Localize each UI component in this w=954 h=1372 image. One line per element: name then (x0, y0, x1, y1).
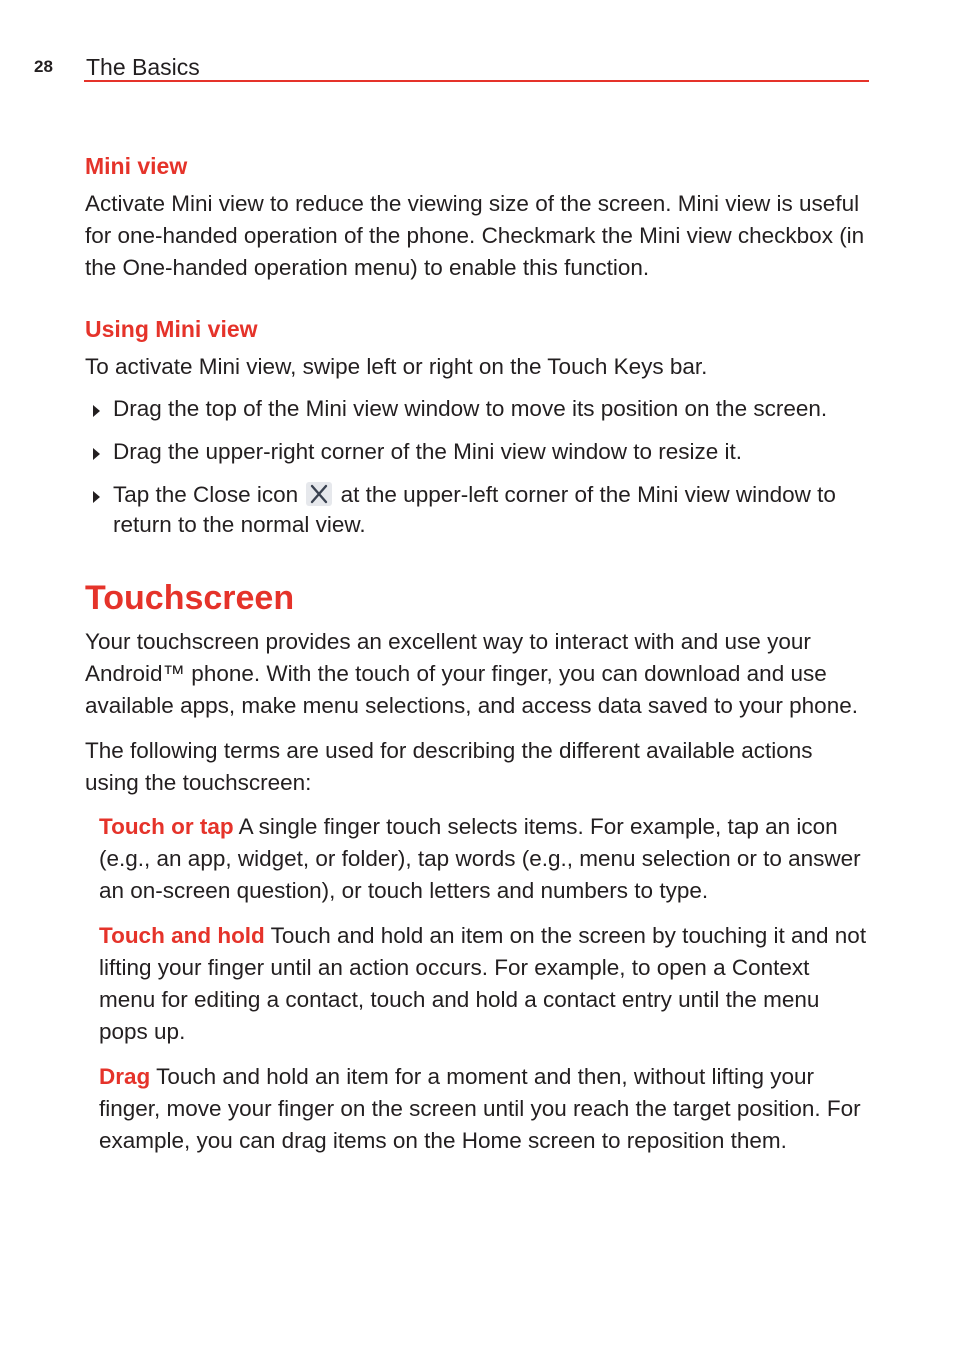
using-mini-view-list (85, 394, 870, 540)
bullet-arrow-icon (93, 491, 100, 503)
list-item (85, 437, 870, 467)
list-item-text: Drag the top of the Mini view window to move its position on the screen. (113, 396, 828, 421)
term-name: Touch or tap (99, 814, 234, 839)
term-description: Touch and hold an item on the screen by touching it and not lifting your finger until an action occurs. For example, to open a Context menu for editing a contact, touch and hold a contact entry until the menu pops up. (99, 923, 867, 1044)
list-item-text: Tap the Close icon (113, 482, 299, 507)
close-icon (306, 482, 332, 506)
touchscreen-terms-intro: The following terms are used for describing the different available actions using the touchscreen: (85, 738, 813, 795)
bullet-arrow-icon (93, 405, 100, 417)
mini-view-heading: Mini view (85, 153, 188, 179)
touchscreen-intro: Your touchscreen provides an excellent way to interact with and use your Android™ phone. With the touch of your finger, you can download and use available apps, make menu selections, and access data saved to your phone. (85, 629, 858, 718)
touchscreen-heading: Touchscreen (85, 579, 295, 617)
list-item (85, 480, 870, 540)
term-name: Drag (99, 1064, 151, 1089)
list-item-text: at the upper-left corner of the Mini view window to return to the normal view. (113, 482, 836, 537)
using-mini-view-heading: Using Mini view (85, 316, 258, 342)
term-entry (99, 811, 870, 907)
list-item (85, 394, 870, 424)
mini-view-paragraph: Activate Mini view to reduce the viewing size of the screen. Mini view is useful for one-handed operation of the phone. Checkmark the Mini view checkbox (in the One-handed operation menu) to enable this function. (85, 191, 865, 280)
page-number: 28 (34, 57, 53, 76)
bullet-arrow-icon (93, 448, 100, 460)
term-description: A single finger touch selects items. For example, tap an icon (e.g., an app, widget, or folder), tap words (e.g., menu selection or to answer an on-screen question), or touch letters and numbers to type. (99, 814, 861, 903)
page-content (85, 150, 870, 1170)
section-title: The Basics (86, 54, 200, 80)
term-name: Touch and hold (99, 923, 265, 948)
term-entry (99, 920, 870, 1048)
touchscreen-terms (99, 811, 870, 1157)
using-mini-view-intro: To activate Mini view, swipe left or right on the Touch Keys bar. (85, 354, 708, 379)
list-item-text: Drag the upper-right corner of the Mini view window to resize it. (113, 439, 743, 464)
term-description: Touch and hold an item for a moment and then, without lifting your finger, move your finger on the screen until you reach the target position. For example, you can drag items on the Home screen to reposition them. (99, 1064, 861, 1153)
header-rule (84, 80, 869, 82)
term-entry (99, 1061, 870, 1157)
